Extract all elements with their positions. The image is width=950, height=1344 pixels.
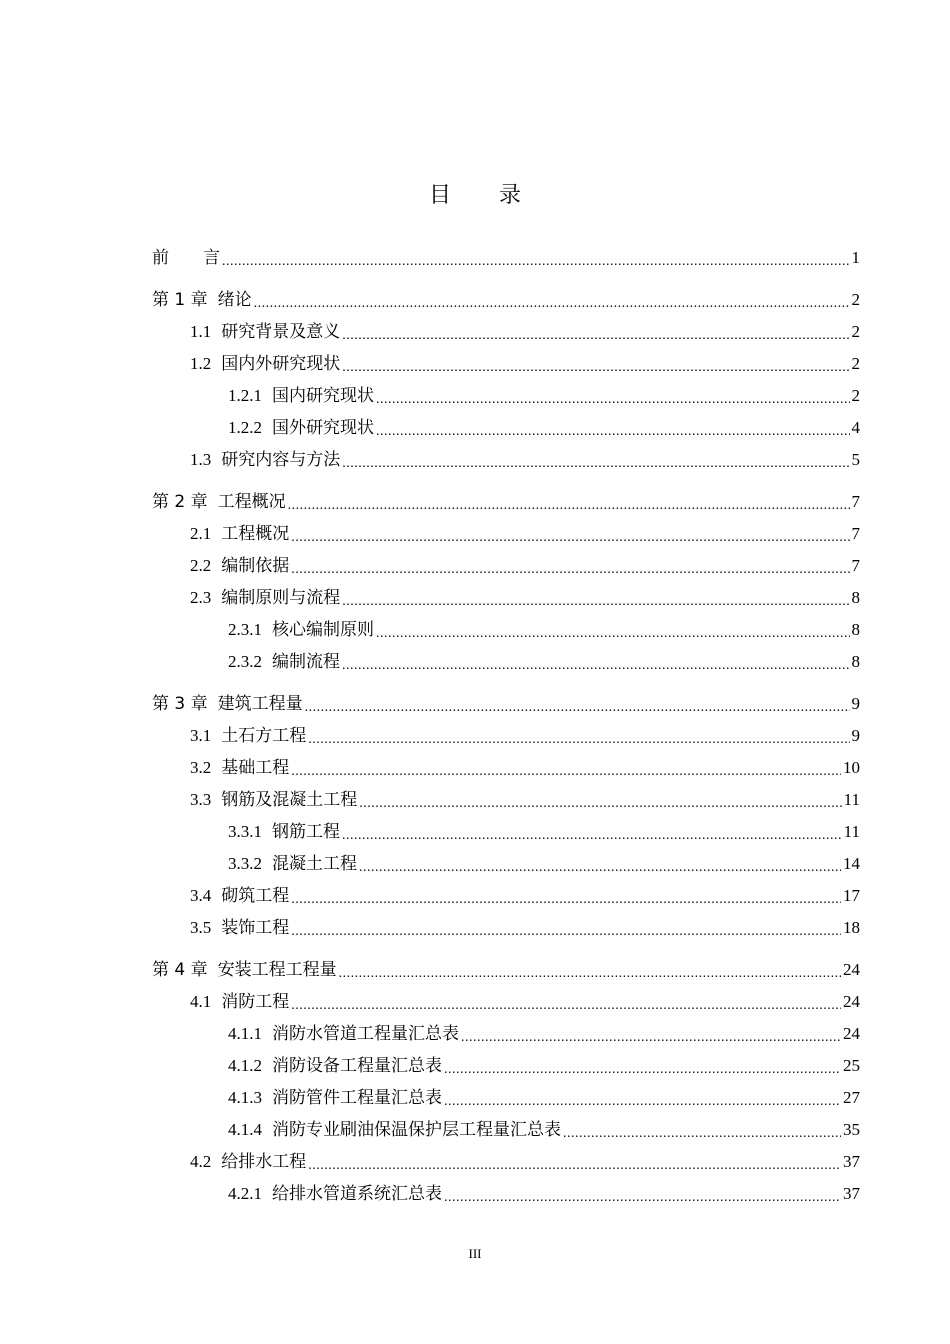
toc-entry-page: 37 <box>843 1184 860 1203</box>
toc-entry-number: 3.3 <box>190 790 212 809</box>
toc-entry-page: 25 <box>843 1056 860 1075</box>
toc-entry-number: 3.5 <box>190 918 212 937</box>
toc-entry-number: 第 1 章 <box>152 290 208 310</box>
toc-entry-page: 5 <box>851 450 860 469</box>
toc-entry-page: 11 <box>843 822 860 841</box>
toc-entry-page: 2 <box>851 290 860 309</box>
toc-dot-leader <box>339 964 841 986</box>
toc-entry-number: 4.1.2 <box>228 1056 262 1075</box>
toc-entry-number: 1.2 <box>190 354 212 373</box>
toc-entry-page: 14 <box>843 854 860 873</box>
toc-dot-leader <box>291 922 841 944</box>
toc-entry-number: 第 4 章 <box>152 960 208 980</box>
toc-entry-number: 1.2.2 <box>228 418 262 437</box>
toc-entry-page: 1 <box>851 248 860 267</box>
toc-dot-leader <box>342 454 849 476</box>
toc-section-entry[interactable] <box>152 614 860 646</box>
toc-entry-number: 4.1 <box>190 992 212 1011</box>
toc-dot-leader <box>291 890 841 912</box>
toc-entry-number: 第 3 章 <box>152 694 208 714</box>
toc-section-entry[interactable] <box>152 646 860 678</box>
toc-entry-label: 消防专业刷油保温保护层工程量汇总表 <box>272 1120 561 1140</box>
toc-section-entry[interactable] <box>152 816 860 848</box>
toc-entry-number: 1.3 <box>190 450 212 469</box>
toc-section-entry[interactable] <box>152 986 860 1018</box>
toc-chapter-entry[interactable] <box>152 486 860 518</box>
toc-entry-label: 编制原则与流程 <box>221 588 341 608</box>
toc-entry-label: 研究内容与方法 <box>221 450 341 470</box>
toc-entry-page: 4 <box>851 418 860 437</box>
toc-chapter-entry[interactable] <box>152 284 860 316</box>
toc-section-entry[interactable] <box>152 1114 860 1146</box>
toc-section-entry[interactable] <box>152 412 860 444</box>
toc-entry-page: 35 <box>843 1120 860 1139</box>
toc-section-entry[interactable] <box>152 880 860 912</box>
toc-dot-leader <box>291 528 849 550</box>
toc-entry-label: 砌筑工程 <box>221 886 290 906</box>
toc-entry-page: 8 <box>851 652 860 671</box>
toc-section-entry[interactable] <box>152 1178 860 1210</box>
toc-dot-leader <box>563 1124 841 1146</box>
toc-entry-page: 8 <box>851 588 860 607</box>
toc-dot-leader <box>291 762 841 784</box>
toc-entry-number: 4.1.4 <box>228 1120 262 1139</box>
toc-dot-leader <box>376 624 850 646</box>
toc-entry-label: 钢筋工程 <box>272 822 340 842</box>
toc-dot-leader <box>376 422 850 444</box>
toc-entry-label: 消防工程 <box>221 992 290 1012</box>
toc-title-char-1: 目 <box>428 183 451 208</box>
toc-entry-label: 装饰工程 <box>221 918 290 938</box>
page-number: III <box>468 1246 482 1261</box>
toc-entry-page: 9 <box>851 726 860 745</box>
toc-dot-leader <box>288 496 850 518</box>
toc-entry-number: 2.3.1 <box>228 620 262 639</box>
toc-entry-page: 2 <box>851 386 860 405</box>
toc-entry-number: 第 2 章 <box>152 492 208 512</box>
toc-section-entry[interactable] <box>152 380 860 412</box>
toc-dot-leader <box>308 1156 841 1178</box>
table-of-contents <box>152 242 860 1210</box>
toc-entry-page: 17 <box>843 886 860 905</box>
toc-dot-leader <box>444 1060 841 1082</box>
toc-dot-leader <box>342 326 849 348</box>
toc-dot-leader <box>359 794 841 816</box>
toc-section-entry[interactable] <box>152 316 860 348</box>
toc-title-char-2: 录 <box>499 183 522 208</box>
toc-section-entry[interactable] <box>152 348 860 380</box>
toc-section-entry[interactable] <box>152 1146 860 1178</box>
toc-chapter-entry[interactable] <box>152 688 860 720</box>
toc-entry-number: 2.1 <box>190 524 212 543</box>
toc-dot-leader <box>376 390 850 412</box>
toc-entry-label: 消防水管道工程量汇总表 <box>272 1024 459 1044</box>
toc-entry-label: 核心编制原则 <box>272 620 374 640</box>
toc-entry-label: 工程概况 <box>217 492 286 512</box>
toc-section-entry[interactable] <box>152 444 860 476</box>
toc-entry-number: 2.3 <box>190 588 212 607</box>
toc-entry-page: 24 <box>843 960 860 979</box>
toc-entry-page: 24 <box>843 1024 860 1043</box>
toc-chapter-entry[interactable] <box>152 242 860 274</box>
toc-entry-page: 9 <box>851 694 860 713</box>
toc-entry-label: 国内研究现状 <box>272 386 374 406</box>
toc-chapter-entry[interactable] <box>152 954 860 986</box>
toc-entry-page: 18 <box>843 918 860 937</box>
toc-dot-leader <box>308 730 849 752</box>
toc-entry-label: 研究背景及意义 <box>221 322 341 342</box>
toc-entry-page: 7 <box>851 492 860 511</box>
toc-dot-leader <box>342 358 849 380</box>
toc-entry-label: 国内外研究现状 <box>221 354 341 374</box>
toc-entry-label: 编制依据 <box>221 556 290 576</box>
toc-entry-number: 4.2 <box>190 1152 212 1171</box>
toc-dot-leader <box>342 826 842 848</box>
toc-entry-page: 2 <box>851 354 860 373</box>
toc-entry-page: 27 <box>843 1088 860 1107</box>
toc-entry-label: 安装工程工程量 <box>217 960 337 980</box>
toc-dot-leader <box>359 858 841 880</box>
toc-section-entry[interactable] <box>152 518 860 550</box>
toc-entry-label: 编制流程 <box>272 652 340 672</box>
toc-entry-label: 土石方工程 <box>221 726 307 746</box>
toc-entry-label: 工程概况 <box>221 524 290 544</box>
toc-section-entry[interactable] <box>152 1018 860 1050</box>
toc-entry-label: 绪论 <box>217 290 252 310</box>
toc-section-entry[interactable] <box>152 784 860 816</box>
toc-entry-page: 2 <box>851 322 860 341</box>
toc-section-entry[interactable] <box>152 1082 860 1114</box>
toc-entry-number: 3.2 <box>190 758 212 777</box>
toc-entry-label: 给排水工程 <box>221 1152 307 1172</box>
toc-section-entry[interactable] <box>152 752 860 784</box>
toc-entry-page: 8 <box>851 620 860 639</box>
toc-section-entry[interactable] <box>152 1050 860 1082</box>
toc-entry-number: 2.2 <box>190 556 212 575</box>
toc-dot-leader <box>444 1092 841 1114</box>
toc-entry-number: 4.1.3 <box>228 1088 262 1107</box>
toc-entry-label: 基础工程 <box>221 758 290 778</box>
toc-dot-leader <box>305 698 850 720</box>
toc-entry-label: 前 言 <box>152 248 220 268</box>
toc-dot-leader <box>254 294 850 316</box>
toc-section-entry[interactable] <box>152 848 860 880</box>
toc-section-entry[interactable] <box>152 912 860 944</box>
toc-entry-number: 1.2.1 <box>228 386 262 405</box>
toc-entry-number: 3.4 <box>190 886 212 905</box>
toc-section-entry[interactable] <box>152 550 860 582</box>
toc-section-entry[interactable] <box>152 720 860 752</box>
toc-entry-page: 7 <box>851 556 860 575</box>
toc-entry-number: 1.1 <box>190 322 212 341</box>
toc-entry-number: 4.1.1 <box>228 1024 262 1043</box>
toc-entry-label: 钢筋及混凝土工程 <box>221 790 358 810</box>
toc-entry-label: 建筑工程量 <box>217 694 303 714</box>
toc-entry-number: 3.1 <box>190 726 212 745</box>
toc-dot-leader <box>222 252 850 274</box>
toc-dot-leader <box>342 656 850 678</box>
toc-dot-leader <box>291 560 849 582</box>
toc-entry-number: 4.2.1 <box>228 1184 262 1203</box>
toc-entry-number: 3.3.1 <box>228 822 262 841</box>
toc-entry-page: 10 <box>843 758 860 777</box>
toc-entry-page: 7 <box>851 524 860 543</box>
toc-entry-number: 3.3.2 <box>228 854 262 873</box>
toc-entry-label: 混凝土工程 <box>272 854 357 874</box>
toc-dot-leader <box>342 592 849 614</box>
toc-entry-label: 给排水管道系统汇总表 <box>272 1184 442 1204</box>
toc-dot-leader <box>461 1028 841 1050</box>
toc-section-entry[interactable] <box>152 582 860 614</box>
toc-entry-page: 24 <box>843 992 860 1011</box>
toc-entry-page: 37 <box>843 1152 860 1171</box>
toc-entry-label: 消防管件工程量汇总表 <box>272 1088 442 1108</box>
toc-entry-number: 2.3.2 <box>228 652 262 671</box>
toc-entry-page: 11 <box>843 790 860 809</box>
toc-entry-label: 国外研究现状 <box>272 418 374 438</box>
toc-dot-leader <box>291 996 841 1018</box>
toc-entry-label: 消防设备工程量汇总表 <box>272 1056 442 1076</box>
toc-dot-leader <box>444 1188 841 1210</box>
toc-title <box>0 178 950 209</box>
